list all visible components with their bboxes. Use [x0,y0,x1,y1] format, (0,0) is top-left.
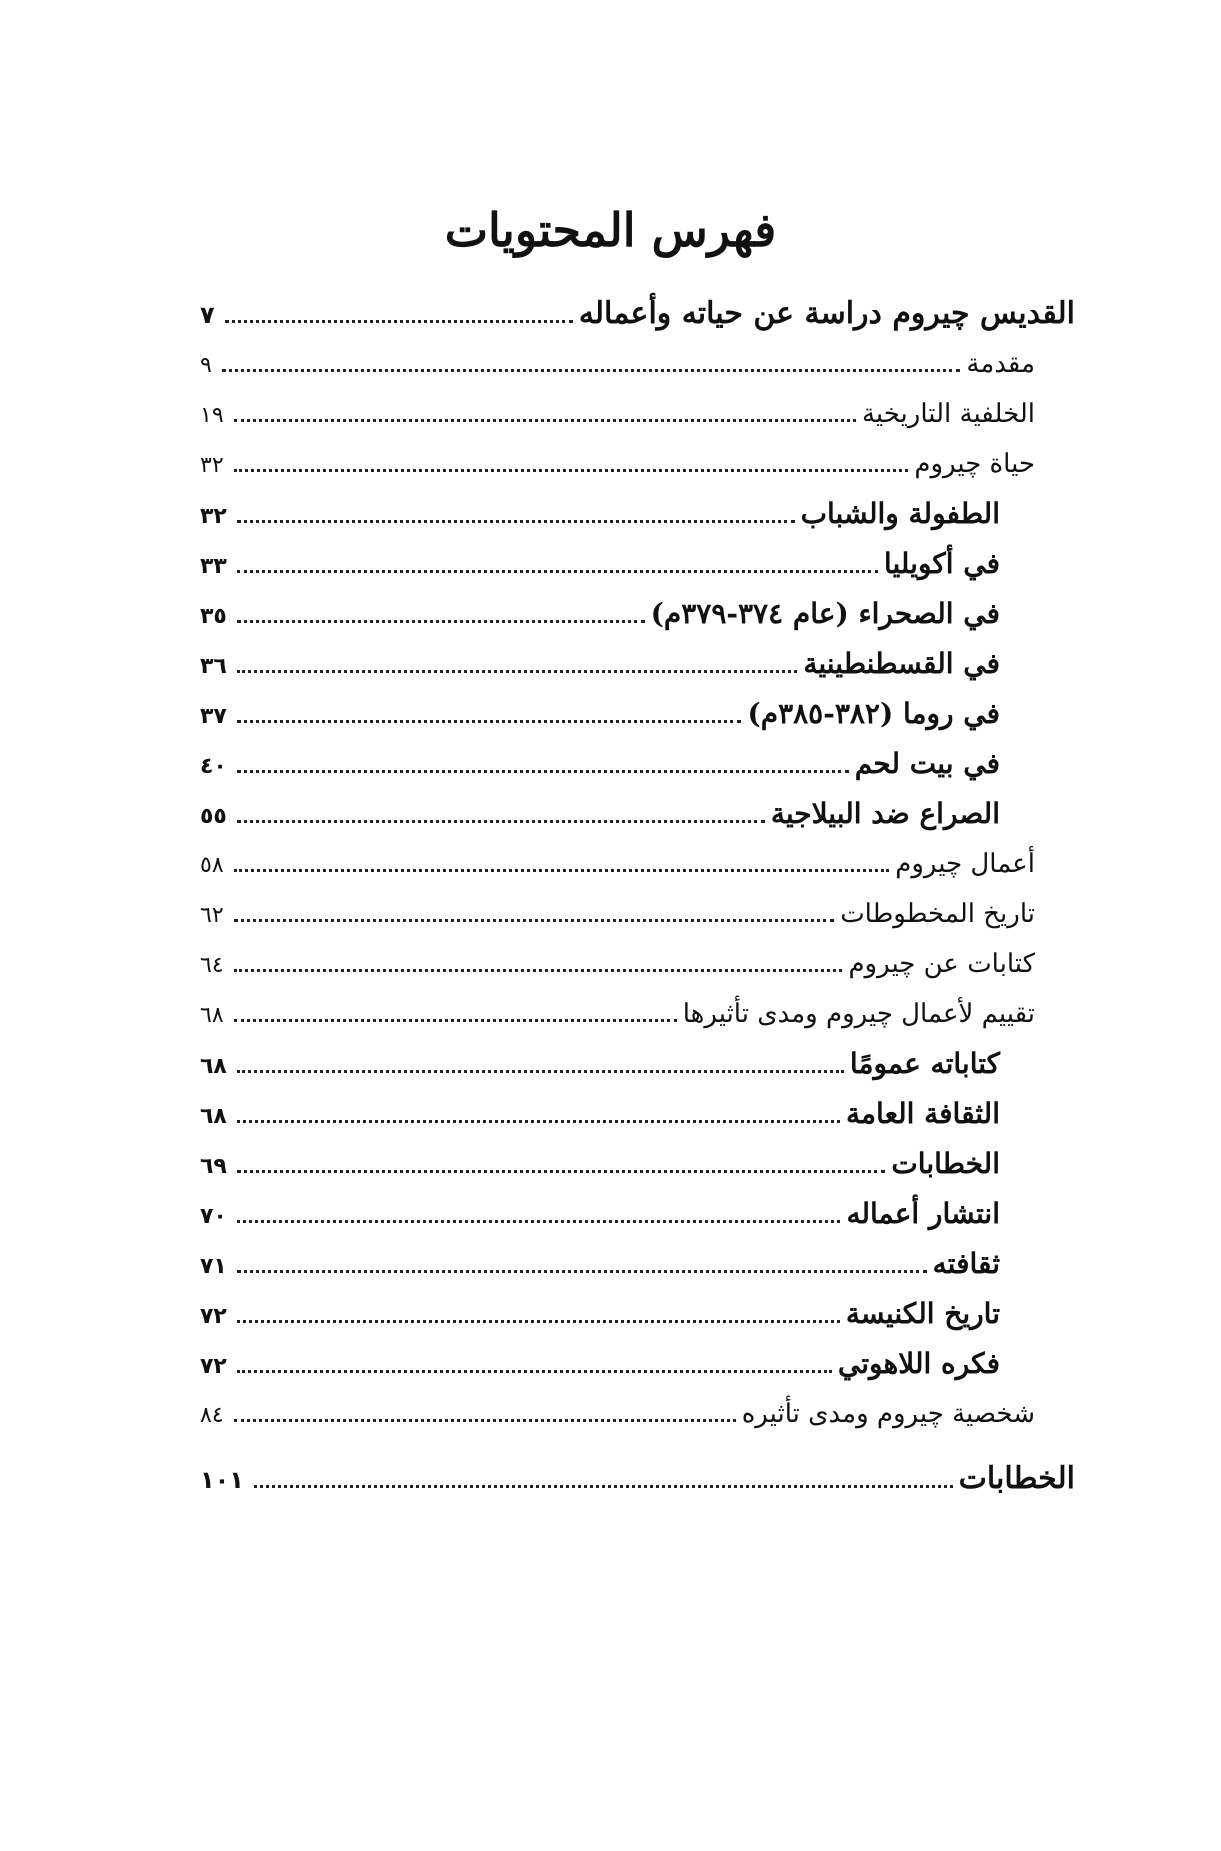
dot-leader [237,1170,886,1173]
toc-entry-page: ٦٤ [200,953,224,978]
toc-entry-page: ٣٧ [200,704,227,729]
page-title: فهرس المحتويات [444,203,777,257]
dot-leader [237,670,797,673]
toc-entry-label: مقدمة [966,349,1035,379]
toc-entry[interactable] [200,790,1000,838]
dot-leader [234,869,890,872]
toc-entry[interactable] [200,1190,1000,1238]
dot-leader [237,1070,844,1073]
toc-entry[interactable] [200,1140,1000,1188]
dot-leader [237,720,742,723]
toc-entry[interactable] [200,1340,1000,1388]
toc-entry-label: حياة چيروم [914,449,1035,479]
dot-leader [237,1120,840,1123]
toc-entry-page: ١٠١ [200,1466,244,1494]
dot-leader [237,1220,841,1223]
toc-entry[interactable] [200,1040,1000,1088]
toc-entry[interactable] [200,590,1000,638]
toc-entry[interactable] [200,690,1000,738]
dot-leader [234,1019,677,1022]
toc-entry-label: تاريخ المخطوطات [840,899,1035,929]
toc-entry-page: ٣٢ [200,453,224,478]
toc-entry-page: ٥٨ [200,853,224,878]
dot-leader [237,770,849,773]
dot-leader [234,1419,736,1422]
dot-leader [254,1485,953,1488]
toc-entry-label: الخطابات [958,1461,1075,1496]
toc-entry[interactable] [200,490,1000,538]
dot-leader [234,469,909,472]
toc-entry[interactable] [200,640,1000,688]
toc-entry-label: في أكويليا [883,547,1000,580]
toc-entry-page: ٣٢ [200,504,227,529]
toc-entry-label: الخلفية التاريخية [861,399,1035,429]
dot-leader [237,1270,927,1273]
toc-entry[interactable] [200,440,1035,488]
toc-entry-page: ٣٦ [200,654,227,679]
toc-entry-page: ٣٣ [200,554,227,579]
dot-leader [237,1320,840,1323]
toc-entry-label: شخصية چيروم ومدى تأثيره [741,1399,1035,1429]
toc-entry-label: كتابات عن چيروم [848,949,1035,979]
toc-entry[interactable] [200,1390,1035,1438]
table-of-contents [0,290,1221,1690]
toc-entry-page: ٦٨ [200,1054,227,1079]
dot-leader [237,620,645,623]
dot-leader [225,320,573,323]
dot-leader [237,1370,832,1373]
toc-entry-label: كتاباته عمومًا [849,1047,1000,1080]
toc-entry-label: تاريخ الكنيسة [845,1297,1000,1330]
dot-leader [234,969,843,972]
toc-entry[interactable] [200,1090,1000,1138]
toc-entry[interactable] [200,740,1000,788]
toc-entry-page: ٩ [200,353,212,378]
toc-entry[interactable] [200,290,1075,338]
toc-entry-page: ٣٥ [200,604,227,629]
toc-entry[interactable] [200,340,1035,388]
toc-entry-label: فكره اللاهوتي [837,1347,1000,1380]
toc-entry-page: ١٩ [200,403,224,428]
dot-leader [234,419,856,422]
toc-entry-label: الخطابات [891,1147,1000,1180]
toc-entry-page: ٦٩ [200,1154,227,1179]
toc-entry[interactable] [200,990,1035,1038]
toc-entry-page: ٦٢ [200,903,224,928]
dot-leader [237,820,765,823]
toc-entry-page: ٧٠ [200,1204,227,1229]
toc-entry[interactable] [200,1240,1000,1288]
toc-entry-label: انتشار أعماله [846,1197,1000,1230]
dot-leader [222,369,961,372]
toc-entry-page: ٥٥ [200,804,227,829]
toc-entry[interactable] [200,840,1035,888]
toc-entry-page: ٧ [200,301,215,329]
toc-entry[interactable] [200,390,1035,438]
toc-entry-label: الثقافة العامة [846,1097,1000,1130]
toc-entry-label: في الصحراء (عام ٣٧٤-٣٧٩م) [650,597,1000,630]
dot-leader [237,570,878,573]
toc-entry[interactable] [200,540,1000,588]
dot-leader [237,520,795,523]
toc-entry-page: ٨٤ [200,1403,224,1428]
dot-leader [234,919,835,922]
toc-entry-page: ٦٨ [200,1003,224,1028]
toc-entry[interactable] [200,890,1035,938]
toc-entry-label: أعمال چيروم [895,849,1035,879]
toc-entry-page: ٧٢ [200,1354,227,1379]
toc-entry[interactable] [200,1290,1000,1338]
toc-entry-page: ٤٠ [200,754,227,779]
toc-entry-page: ٧٢ [200,1304,227,1329]
toc-entry-label: القديس چيروم دراسة عن حياته وأعماله [578,296,1075,331]
toc-entry-page: ٧١ [200,1254,227,1279]
toc-entry-page: ٦٨ [200,1104,227,1129]
toc-entry[interactable] [200,940,1035,988]
toc-entry[interactable] [200,1455,1075,1503]
toc-entry-label: في القسطنطينية [803,647,1000,680]
toc-entry-label: تقييم لأعمال چيروم ومدى تأثيرها [682,999,1035,1029]
toc-entry-label: الطفولة والشباب [800,497,1000,530]
toc-entry-label: في روما (٣٨٢-٣٨٥م) [747,697,1000,730]
toc-entry-label: ثقافته [932,1247,1000,1280]
toc-entry-label: في بيت لحم [854,747,1000,780]
toc-entry-label: الصراع ضد البيلاجية [770,797,1000,830]
